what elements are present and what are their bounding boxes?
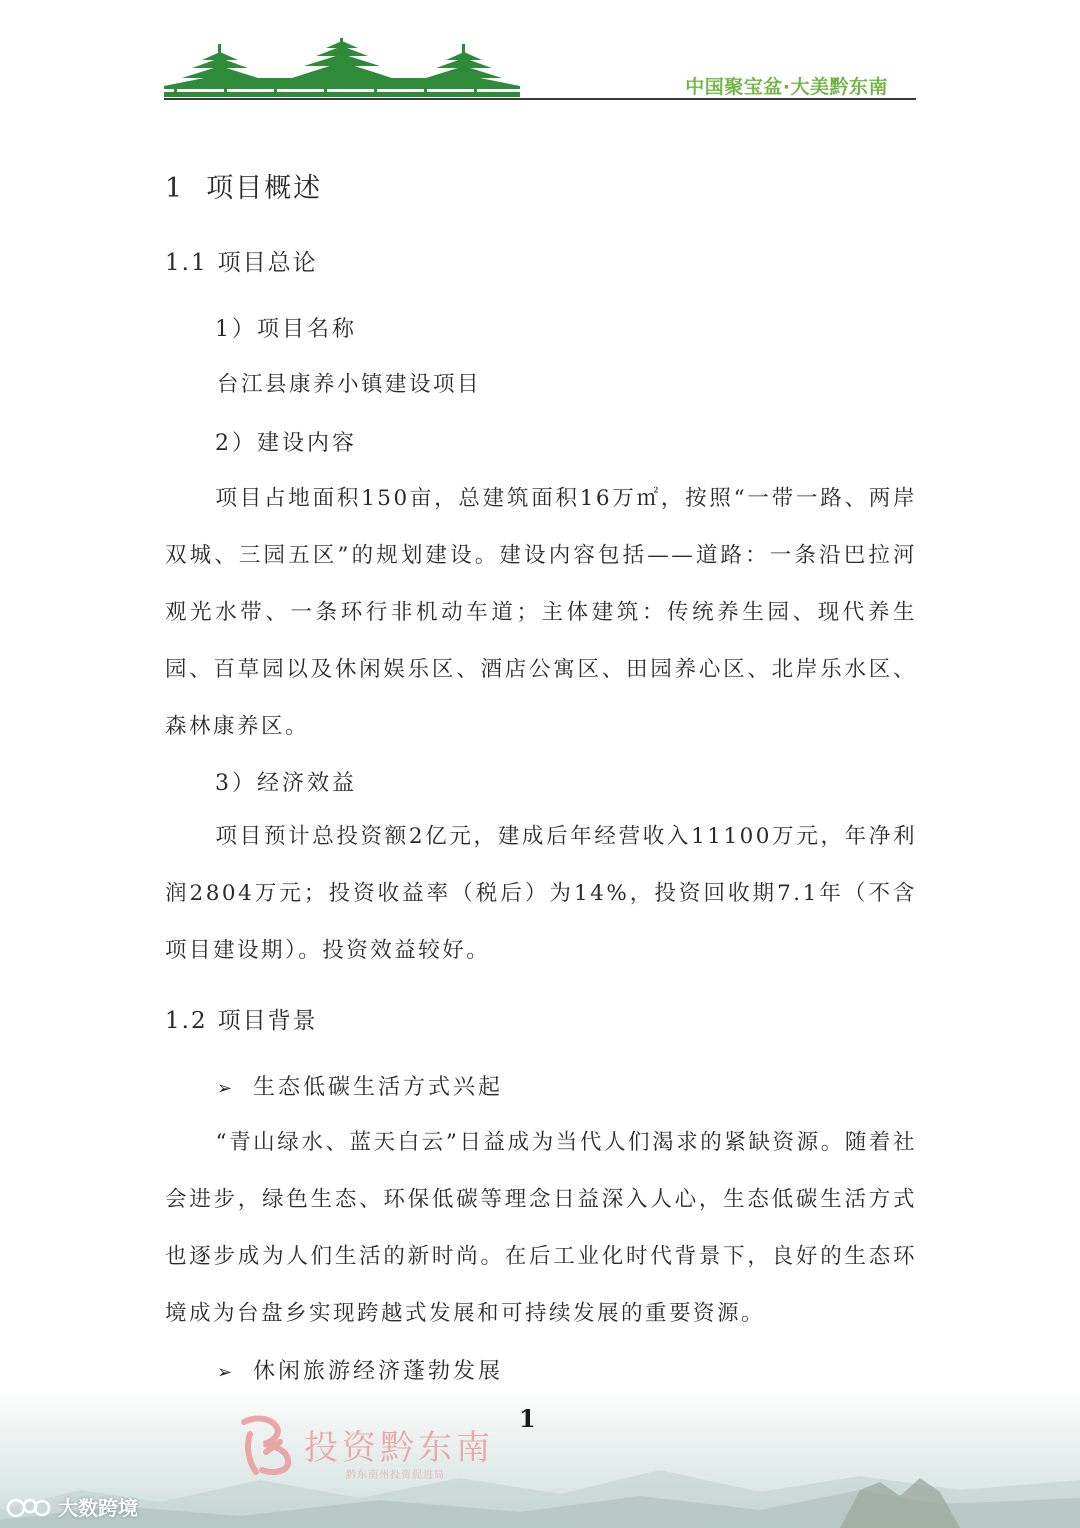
calligraphy-logo-icon <box>236 1412 298 1478</box>
subsection-heading-1-2 <box>165 1002 318 1035</box>
bullet-arrow-icon: ➢ <box>217 1362 236 1383</box>
subsection-heading-1-1 <box>165 244 318 277</box>
project-name-text: 台江县康养小镇建设项目 <box>217 372 482 397</box>
bullet-heading-eco <box>217 1070 503 1101</box>
pagoda-bridge-icon <box>164 38 520 100</box>
subsection-number: 1.2 <box>165 1008 208 1034</box>
section-number: 1 <box>165 173 185 204</box>
header-divider <box>164 98 916 100</box>
construction-content-paragraph: 项目占地面积150亩，总建筑面积16万㎡，按照“一带一路、两岸双城、三园五区”的规划建设。建设内容包括——道路：一条沿巴拉河观光水带、一条环行非机动车道；主体建筑：传统养生园、现代养生园、百草园以及休闲娱乐区、酒店公寓区、田园养心区、北岸乐水区、森林康养区。 <box>165 486 917 739</box>
bullet-title: 生态低碳生活方式兴起 <box>253 1075 504 1100</box>
watermark-text: 大数跨境 <box>58 1496 138 1520</box>
subsection-title: 项目背景 <box>217 1008 318 1034</box>
item-label-economic: 3）经济效益 <box>215 771 357 796</box>
section-title: 项目概述 <box>206 173 323 204</box>
bullet-arrow-icon: ➢ <box>217 1078 236 1099</box>
eco-lifestyle-paragraph: “青山绿水、蓝天白云”日益成为当代人们渴求的紧缺资源。随着社会进步，绿色生态、环保低碳等理念日益深入人心，生态低碳生活方式也逐步成为人们生活的新时尚。在后工业化时代背景下，良好的生态环境成为台盘乡实现跨越式发展和可持续发展的重要资源。 <box>165 1130 917 1326</box>
item-label-construction: 2）建设内容 <box>215 431 357 456</box>
subsection-number: 1.1 <box>165 250 208 276</box>
bullet-title: 休闲旅游经济蓬勃发展 <box>253 1359 504 1384</box>
section-heading <box>165 166 322 205</box>
mountain-landscape-icon <box>0 1420 1080 1528</box>
bullet-heading-tourism <box>217 1354 503 1385</box>
economic-benefit-paragraph: 项目预计总投资额2亿元，建成后年经营收入11100万元，年净利润2804万元；投资收益率（税后）为14%，投资回收期7.1年（不含项目建设期）。投资效益较好。 <box>165 824 917 963</box>
logo-text: 投资黔东南 <box>304 1428 494 1468</box>
weibo-logo-icon <box>6 1495 52 1519</box>
page-number: 1 <box>519 1404 536 1433</box>
logo-subtext: 黔东南州投资促进局 <box>346 1470 445 1481</box>
header-slogan: 中国聚宝盆·大美黔东南 <box>685 76 888 98</box>
item-label-project-name: 1）项目名称 <box>215 317 357 342</box>
watermark <box>6 1492 138 1521</box>
subsection-title: 项目总论 <box>217 250 318 276</box>
